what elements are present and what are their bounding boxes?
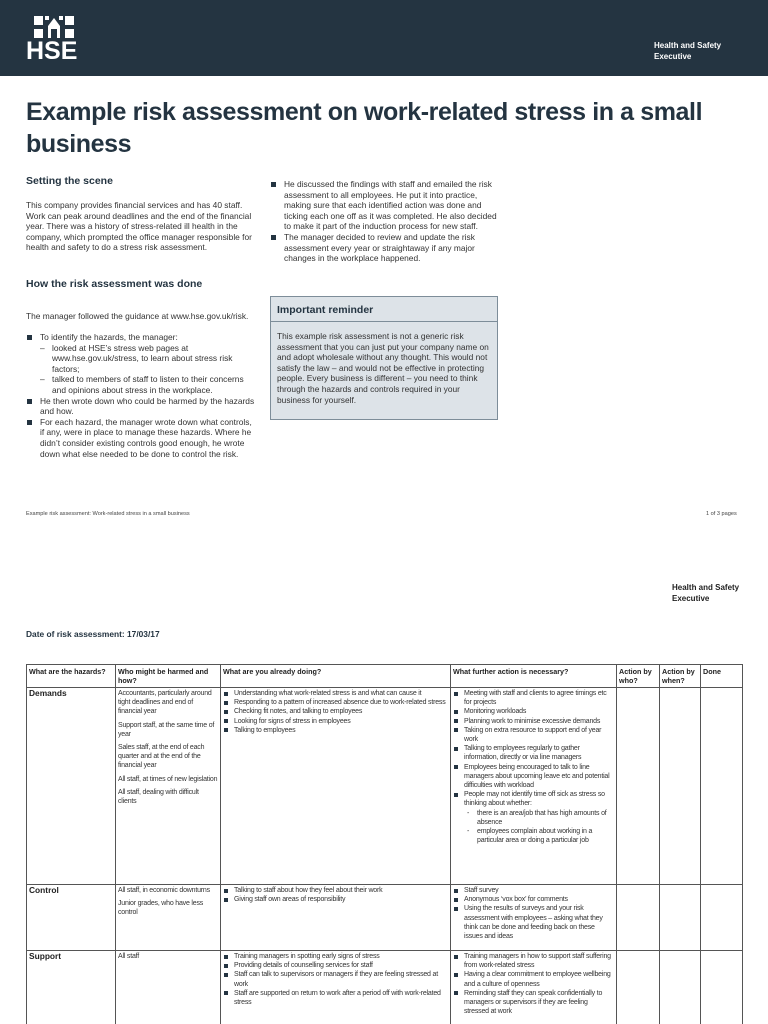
organisation-name: Health and Safety Executive [654,41,722,61]
list-item: For each hazard, the manager wrote down what controls, if any, were in place to manage these hazards. Where he didn’t consider existing controls good enough, he wrote down what else needed to be done to control the risk. [26,417,258,459]
how-done-bullets [26,332,258,459]
done-cell [701,885,743,951]
further-action-cell [451,885,617,951]
list-item: Staff are supported on return to work after a period off with work-related stress [223,989,448,1007]
list-item: Taking on extra resource to support end of year work [453,726,614,744]
document-title: Example risk assessment on work-related stress in a small business [26,98,703,158]
who-cell: Accountants, particularly around tight deadlines and end of financial year Support staff, at the same time of year Sales staff, at the end of each quarter and at the end of the financial year All staff, at times of new legislation All staff, dealing with difficult clients [116,688,221,885]
header-further-action: What further action is necessary? [451,665,617,688]
action-by-who-cell [617,951,660,1024]
risk-assessment-table [26,664,743,1024]
list-item: – talked to members of staff to listen to their concerns and opinions about stress in the workplace. [40,374,258,395]
list-item: Looking for signs of stress in employees [223,717,448,726]
list-item: He discussed the findings with staff and emailed the risk assessment to all employees. He put it into practice, making sure that each identified action was done and ticking each one off as it was completed. He also decided to make it part of the induction process for new staff. [270,179,500,232]
list-item: Reminding staff they can speak confidentially to managers or supervisors if they are feeling stressed at work [453,989,614,1017]
list-item: Monitoring workloads [453,707,614,716]
how-done-intro: The manager followed the guidance at www.hse.gov.uk/risk. [26,311,249,321]
list-item: Talking to employees regularly to gather information, directly or via line managers [453,744,614,762]
page2-organisation-name: Health and Safety Executive [672,583,740,603]
list-item: The manager decided to review and update the risk assessment every year or straightaway if any major changes in the workplace happened. [270,232,500,264]
table-row [27,885,743,951]
setting-the-scene-heading: Setting the scene [26,175,113,187]
list-item: Giving staff own areas of responsibility [223,895,448,904]
hse-logo [26,14,82,64]
hazard-cell: Control [27,885,116,951]
table-row [27,951,743,1024]
footer-page-number: 1 of 3 pages [706,511,737,517]
action-by-who-cell [617,885,660,951]
setting-the-scene-text: This company provides financial services and has 40 staff. Work can peak around deadlines and the end of the financial year. There was a history of stress-related ill health in the company, which prompted the office manager responsible for health and safety to do a stress risk assessment. [26,200,252,253]
list-item: Using the results of surveys and your risk assessment with employees – asking what they think can be done and feeding back on these issues and ideas [453,904,614,941]
divider [271,321,497,322]
list-item: Responding to a pattern of increased absence due to work-related stress [223,698,448,707]
hse-header-banner [0,0,768,76]
already-doing-cell [221,885,451,951]
header-hazards: What are the hazards? [27,665,116,688]
done-cell [701,688,743,885]
list-item: - employees complain about working in a particular area or doing a particular job [467,827,614,845]
header-action-by-when: Action by when? [660,665,701,688]
right-column-bullets [270,179,500,264]
list-item: Employees being encouraged to talk to line managers about upcoming leave etc and potential difficulties with workload [453,763,614,791]
list-item: Planning work to minimise excessive demands [453,717,614,726]
further-action-cell [451,951,617,1024]
hazard-cell: Demands [27,688,116,885]
hazard-cell: Support [27,951,116,1024]
reminder-text: This example risk assessment is not a generic risk assessment that you can just put your company name on and adopt wholesale without any thought. This would not satisfy the law – and would not be effective in protecting people. Every business is different – you need to think through the hazards and controls required in your business for yourself. [277,331,489,405]
list-item: Understanding what work-related stress is and what can cause it [223,689,448,698]
header-already-doing: What are you already doing? [221,665,451,688]
further-action-cell [451,688,617,885]
header-action-by-who: Action by who? [617,665,660,688]
list-item: Checking fit notes, and talking to employees [223,707,448,716]
list-item: Anonymous ‘vox box’ for comments [453,895,614,904]
list-item: Providing details of counselling services for staff [223,961,448,970]
list-item: Having a clear commitment to employee wellbeing and a culture of openness [453,970,614,988]
list-item: People may not identify time off sick as stress so thinking about whether: - there is an area/job that has high amounts of absence - employees complain about working in a particular area or doing a particular job [453,790,614,845]
reminder-title: Important reminder [277,304,374,316]
who-cell: All staff, in economic downturns Junior grades, who have less control [116,885,221,951]
action-by-who-cell [617,688,660,885]
list-item: To identify the hazards, the manager: – looked at HSE’s stress web pages at www.hse.gov.uk/stress, to learn about stress risk factors; – talked to members of staff to listen to their concerns and opinions about stress in the workplace. [26,332,258,396]
action-by-when-cell [660,688,701,885]
list-item: Talking to employees [223,726,448,735]
action-by-when-cell [660,885,701,951]
list-item: - there is an area/job that has high amounts of absence [467,809,614,827]
assessment-date: Date of risk assessment: 17/03/17 [26,629,160,639]
already-doing-cell [221,688,451,885]
header-who-harmed: Who might be harmed and how? [116,665,221,688]
list-item: Training managers in spotting early signs of stress [223,952,448,961]
list-item: – looked at HSE’s stress web pages at www.hse.gov.uk/stress, to learn about stress risk factors; [40,343,258,375]
action-by-when-cell [660,951,701,1024]
table-header-row [27,665,743,688]
list-item: Training managers in how to support staff suffering from work-related stress [453,952,614,970]
list-item: Staff can talk to supervisors or managers if they are feeling stressed at work [223,970,448,988]
footer-document-name: Example risk assessment: Work-related stress in a small business [26,511,190,517]
done-cell [701,951,743,1024]
sub-list [40,343,258,396]
list-item: Staff survey [453,886,614,895]
how-done-heading: How the risk assessment was done [26,278,203,290]
already-doing-cell [221,951,451,1024]
table-row [27,688,743,885]
list-item: Meeting with staff and clients to agree timings etc for projects [453,689,614,707]
important-reminder-box [270,296,498,420]
logo-text: HSE [26,37,78,65]
who-cell: All staff [116,951,221,1024]
list-item: He then wrote down who could be harmed by the hazards and how. [26,396,258,417]
header-done: Done [701,665,743,688]
list-item: Talking to staff about how they feel about their work [223,886,448,895]
